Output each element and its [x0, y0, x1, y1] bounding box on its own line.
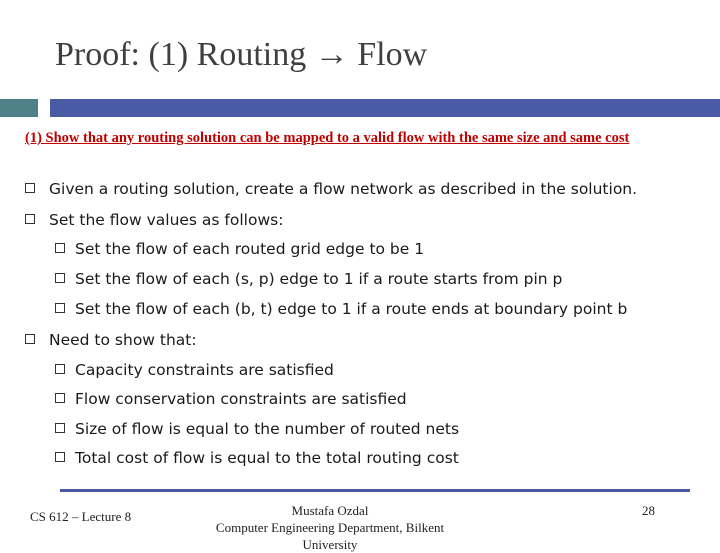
- sub-bullet-text: Capacity constraints are satisfied: [75, 361, 334, 379]
- sub-bullet-text: Set the flow of each (s, p) edge to 1 if a route starts from pin p: [75, 270, 563, 288]
- square-bullet-icon: [55, 364, 65, 374]
- square-bullet-icon: [55, 273, 65, 283]
- bullet-item: [25, 180, 637, 198]
- sub-bullet-item: [55, 300, 627, 318]
- square-bullet-icon: [55, 452, 65, 462]
- footer-author: Mustafa Ozdal: [291, 503, 369, 518]
- sub-bullet-item: [55, 390, 407, 408]
- claim-statement: [25, 130, 705, 146]
- slide-title: Proof: (1) Routing → Flow: [55, 36, 428, 73]
- square-bullet-icon: [25, 214, 35, 224]
- footer-course: CS 612 – Lecture 8: [30, 509, 132, 524]
- sub-bullet-item: [55, 270, 562, 288]
- claim-text: (1) Show that any routing solution can be mapped to a valid flow with the same size and same cost: [25, 130, 630, 146]
- square-bullet-icon: [25, 334, 35, 344]
- sub-bullet-text: Flow conservation constraints are satisfied: [75, 390, 407, 408]
- bullet-item: [25, 211, 283, 229]
- square-bullet-icon: [55, 423, 65, 433]
- footer-divider: [60, 489, 690, 492]
- sub-bullet-item: [55, 420, 459, 438]
- page-number: 28: [642, 503, 655, 518]
- sub-bullet-text: Size of flow is equal to the number of routed nets: [75, 420, 460, 438]
- square-bullet-icon: [55, 303, 65, 313]
- title-divider-left: [0, 99, 38, 117]
- bullet-text: Set the flow values as follows:: [49, 211, 284, 229]
- sub-bullet-text: Set the flow of each (b, t) edge to 1 if a route ends at boundary point b: [75, 300, 628, 318]
- sub-bullet-text: Total cost of flow is equal to the total routing cost: [75, 449, 459, 467]
- bullet-item: [25, 331, 197, 349]
- title-divider-right: [50, 99, 720, 117]
- bullet-text: Need to show that:: [49, 331, 197, 349]
- square-bullet-icon: [25, 183, 35, 193]
- sub-bullet-item: [55, 240, 424, 258]
- sub-bullet-item: [55, 361, 334, 379]
- square-bullet-icon: [55, 243, 65, 253]
- footer-credits: [200, 502, 460, 553]
- footer-affiliation: Computer Engineering Department, Bilkent University: [215, 520, 445, 552]
- sub-bullet-text: Set the flow of each routed grid edge to be 1: [75, 240, 425, 258]
- sub-bullet-item: [55, 449, 459, 467]
- bullet-text: Given a routing solution, create a flow network as described in the solution.: [49, 180, 638, 198]
- square-bullet-icon: [55, 393, 65, 403]
